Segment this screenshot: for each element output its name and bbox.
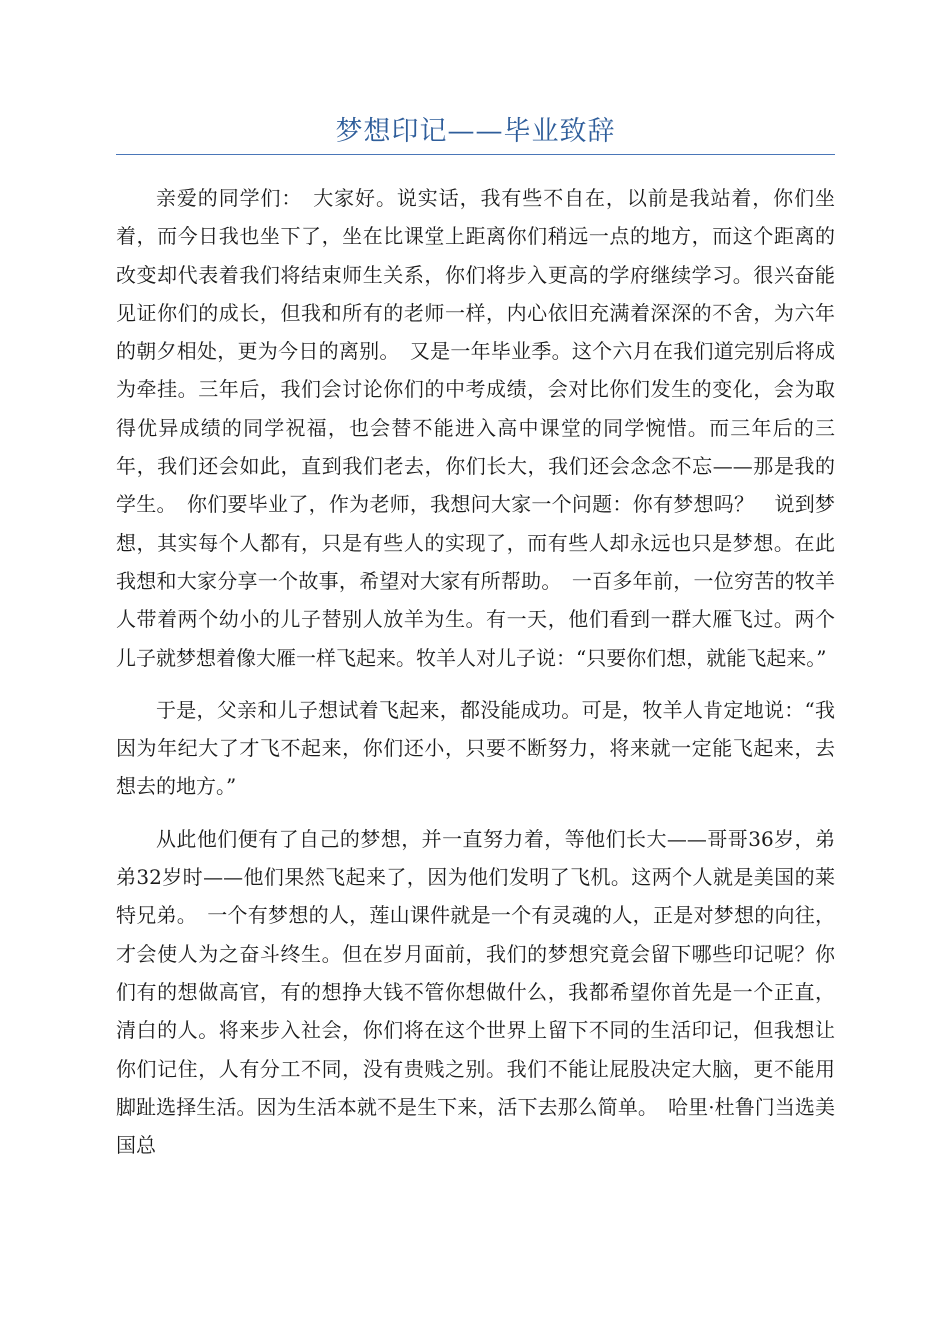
document-page [116, 110, 835, 1164]
paragraph-1: 亲爱的同学们： 大家好。说实话，我有些不自在，以前是我站着，你们坐着，而今日我也坐下了，坐在比课堂上距离你们稍远一点的地方，而这个距离的改变却代表着我们将结束师生关系，你们将步入更高的学府继续学习。很兴奋能见证你们的成长，但我和所有的老师一样，内心依旧充满着深深的不舍，为六年的朝夕相处，更为今日的离别。 又是一年毕业季。这个六月在我们道完别后将成为牵挂。三年后，我们会讨论你们的中考成绩，会对比你们发生的变化，会为取得优异成绩的同学祝福，也会替不能进入高中课堂的同学惋惜。而三年后的三年，我们还会如此，直到我们老去，你们长大，我们还会念念不忘——那是我的学生。 你们要毕业了，作为老师，我想问大家一个问题：你有梦想吗？ 说到梦想，其实每个人都有，只是有些人的实现了，而有些人却永远也只是梦想。在此我想和大家分享一个故事，希望对大家有所帮助。 一百多年前，一位穷苦的牧羊人带着两个幼小的儿子替别人放羊为生。有一天，他们看到一群大雁飞过。两个儿子就梦想着像大雁一样飞起来。牧羊人对儿子说：“只要你们想，就能飞起来。” [116, 186, 835, 670]
title-divider [116, 154, 835, 155]
paragraph-2: 于是，父亲和儿子想试着飞起来，都没能成功。可是，牧羊人肯定地说：“我因为年纪大了才飞不起来，你们还小，只要不断努力，将来就一定能飞起来，去想去的地方。” [116, 697, 835, 799]
paragraph-3: 从此他们便有了自己的梦想，并一直努力着，等他们长大——哥哥36岁，弟弟32岁时——他们果然飞起来了，因为他们发明了飞机。这两个人就是美国的莱特兄弟。 一个有梦想的人，莲山课件就是一个有灵魂的人，正是对梦想的向往，才会使人为之奋斗终生。但在岁月面前，我们的梦想究竟会留下哪些印记呢？你们有的想做高官，有的想挣大钱不管你想做什么，我都希望你首先是一个正直，清白的人。将来步入社会，你们将在这个世界上留下不同的生活印记，但我想让你们记住，人有分工不同，没有贵贱之别。我们不能让屁股决定大脑，更不能用脚趾选择生活。因为生活本就不是生下来，活下去那么简单。 哈里·杜鲁门当选美国总 [116, 826, 835, 1158]
document-body [116, 179, 835, 1164]
document-title: 梦想印记——毕业致辞 [335, 116, 616, 147]
